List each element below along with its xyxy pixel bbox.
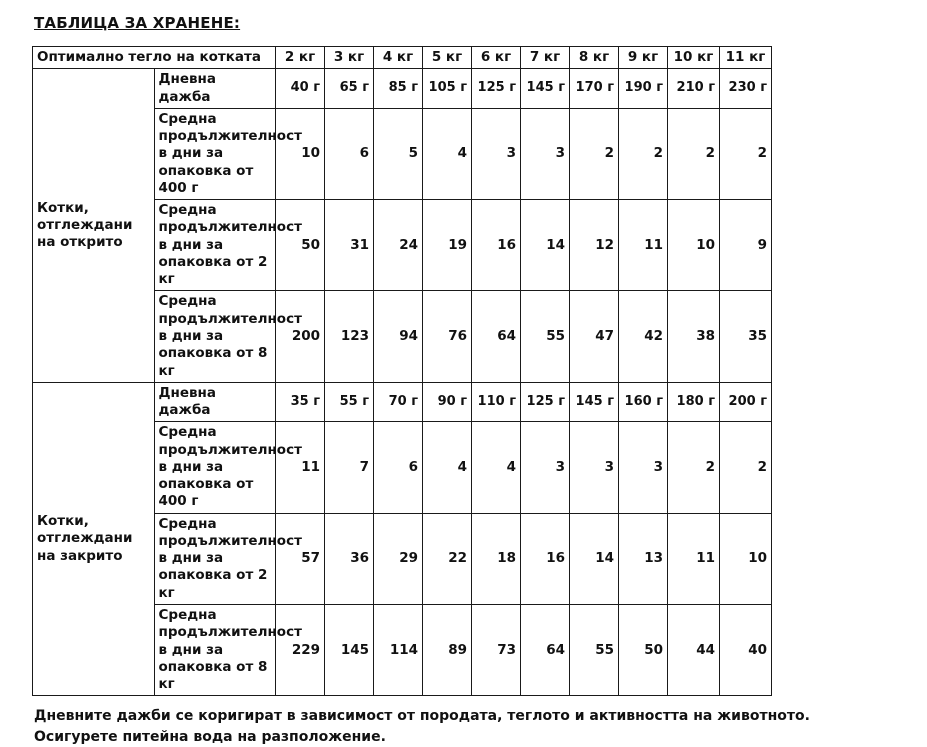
cell-value: 190 г [619, 69, 668, 109]
cell-value: 145 [325, 604, 374, 695]
cell-value: 2 [619, 108, 668, 199]
cell-value: 55 [570, 604, 619, 695]
cell-value: 125 г [472, 69, 521, 109]
cell-value: 229 [276, 604, 325, 695]
cell-value: 6 [374, 422, 423, 513]
cell-value: 3 [570, 422, 619, 513]
row-label: Средна продължителност в дни за опаковка от 8 кг [154, 604, 276, 695]
cell-value: 145 г [570, 382, 619, 422]
cell-value: 94 [374, 291, 423, 382]
table-header [33, 47, 772, 69]
cell-value: 38 [668, 291, 720, 382]
table-body [33, 69, 772, 696]
table-header-row [33, 47, 772, 69]
cell-value: 13 [619, 513, 668, 604]
cell-value: 55 [521, 291, 570, 382]
cell-value: 145 г [521, 69, 570, 109]
column-header-weight: 6 кг [472, 47, 521, 69]
cell-value: 76 [423, 291, 472, 382]
cell-value: 230 г [720, 69, 772, 109]
row-label: Средна продължителност в дни за опаковка от 400 г [154, 108, 276, 199]
cell-value: 105 г [423, 69, 472, 109]
cell-value: 90 г [423, 382, 472, 422]
column-header-weight: 8 кг [570, 47, 619, 69]
cell-value: 35 г [276, 382, 325, 422]
cell-value: 40 г [276, 69, 325, 109]
cell-value: 24 [374, 200, 423, 291]
footnote-line: Осигурете питейна вода на разположение. [34, 728, 386, 745]
cell-value: 2 [668, 422, 720, 513]
column-header-weight: 7 кг [521, 47, 570, 69]
group-label-indoor: Котки, отглеждани на закрито [33, 382, 155, 696]
row-label: Дневна дажба [154, 69, 276, 109]
cell-value: 200 г [720, 382, 772, 422]
cell-value: 7 [325, 422, 374, 513]
cell-value: 3 [521, 422, 570, 513]
cell-value: 22 [423, 513, 472, 604]
column-header-weight: 3 кг [325, 47, 374, 69]
cell-value: 11 [619, 200, 668, 291]
column-header-weight: 4 кг [374, 47, 423, 69]
cell-value: 2 [570, 108, 619, 199]
cell-value: 64 [521, 604, 570, 695]
footnote [34, 706, 897, 747]
cell-value: 85 г [374, 69, 423, 109]
cell-value: 200 [276, 291, 325, 382]
row-label: Дневна дажба [154, 382, 276, 422]
row-label: Средна продължителност в дни за опаковка от 8 кг [154, 291, 276, 382]
cell-value: 64 [472, 291, 521, 382]
cell-value: 114 [374, 604, 423, 695]
cell-value: 47 [570, 291, 619, 382]
cell-value: 180 г [668, 382, 720, 422]
row-label: Средна продължителност в дни за опаковка от 2 кг [154, 200, 276, 291]
footnote-line: Дневните дажби се коригират в зависимост от породата, теглото и активността на животното. [34, 708, 810, 725]
column-header-weight: 2 кг [276, 47, 325, 69]
row-label: Средна продължителност в дни за опаковка от 2 кг [154, 513, 276, 604]
cell-value: 19 [423, 200, 472, 291]
cell-value: 40 [720, 604, 772, 695]
cell-value: 3 [619, 422, 668, 513]
cell-value: 18 [472, 513, 521, 604]
cell-value: 55 г [325, 382, 374, 422]
table-corner-header: Оптимално тегло на котката [33, 47, 276, 69]
column-header-weight: 9 кг [619, 47, 668, 69]
cell-value: 2 [668, 108, 720, 199]
cell-value: 10 [720, 513, 772, 604]
group-label-outdoor: Котки, отглеждани на открито [33, 69, 155, 383]
cell-value: 14 [570, 513, 619, 604]
cell-value: 12 [570, 200, 619, 291]
cell-value: 50 [276, 200, 325, 291]
cell-value: 210 г [668, 69, 720, 109]
cell-value: 10 [276, 108, 325, 199]
cell-value: 14 [521, 200, 570, 291]
cell-value: 125 г [521, 382, 570, 422]
cell-value: 3 [472, 108, 521, 199]
feeding-table [32, 46, 772, 696]
table-row [33, 382, 772, 422]
cell-value: 57 [276, 513, 325, 604]
cell-value: 2 [720, 422, 772, 513]
cell-value: 42 [619, 291, 668, 382]
cell-value: 4 [423, 108, 472, 199]
cell-value: 110 г [472, 382, 521, 422]
cell-value: 4 [423, 422, 472, 513]
page-title: ТАБЛИЦА ЗА ХРАНЕНЕ: [34, 14, 241, 32]
cell-value: 123 [325, 291, 374, 382]
cell-value: 50 [619, 604, 668, 695]
cell-value: 29 [374, 513, 423, 604]
cell-value: 73 [472, 604, 521, 695]
cell-value: 11 [276, 422, 325, 513]
cell-value: 11 [668, 513, 720, 604]
cell-value: 35 [720, 291, 772, 382]
cell-value: 44 [668, 604, 720, 695]
cell-value: 170 г [570, 69, 619, 109]
cell-value: 89 [423, 604, 472, 695]
cell-value: 16 [521, 513, 570, 604]
cell-value: 36 [325, 513, 374, 604]
cell-value: 2 [720, 108, 772, 199]
cell-value: 31 [325, 200, 374, 291]
row-label: Средна продължителност в дни за опаковка от 400 г [154, 422, 276, 513]
cell-value: 4 [472, 422, 521, 513]
cell-value: 160 г [619, 382, 668, 422]
column-header-weight: 5 кг [423, 47, 472, 69]
column-header-weight: 11 кг [720, 47, 772, 69]
cell-value: 10 [668, 200, 720, 291]
cell-value: 5 [374, 108, 423, 199]
cell-value: 9 [720, 200, 772, 291]
table-row [33, 69, 772, 109]
cell-value: 6 [325, 108, 374, 199]
column-header-weight: 10 кг [668, 47, 720, 69]
cell-value: 65 г [325, 69, 374, 109]
cell-value: 16 [472, 200, 521, 291]
cell-value: 3 [521, 108, 570, 199]
cell-value: 70 г [374, 382, 423, 422]
